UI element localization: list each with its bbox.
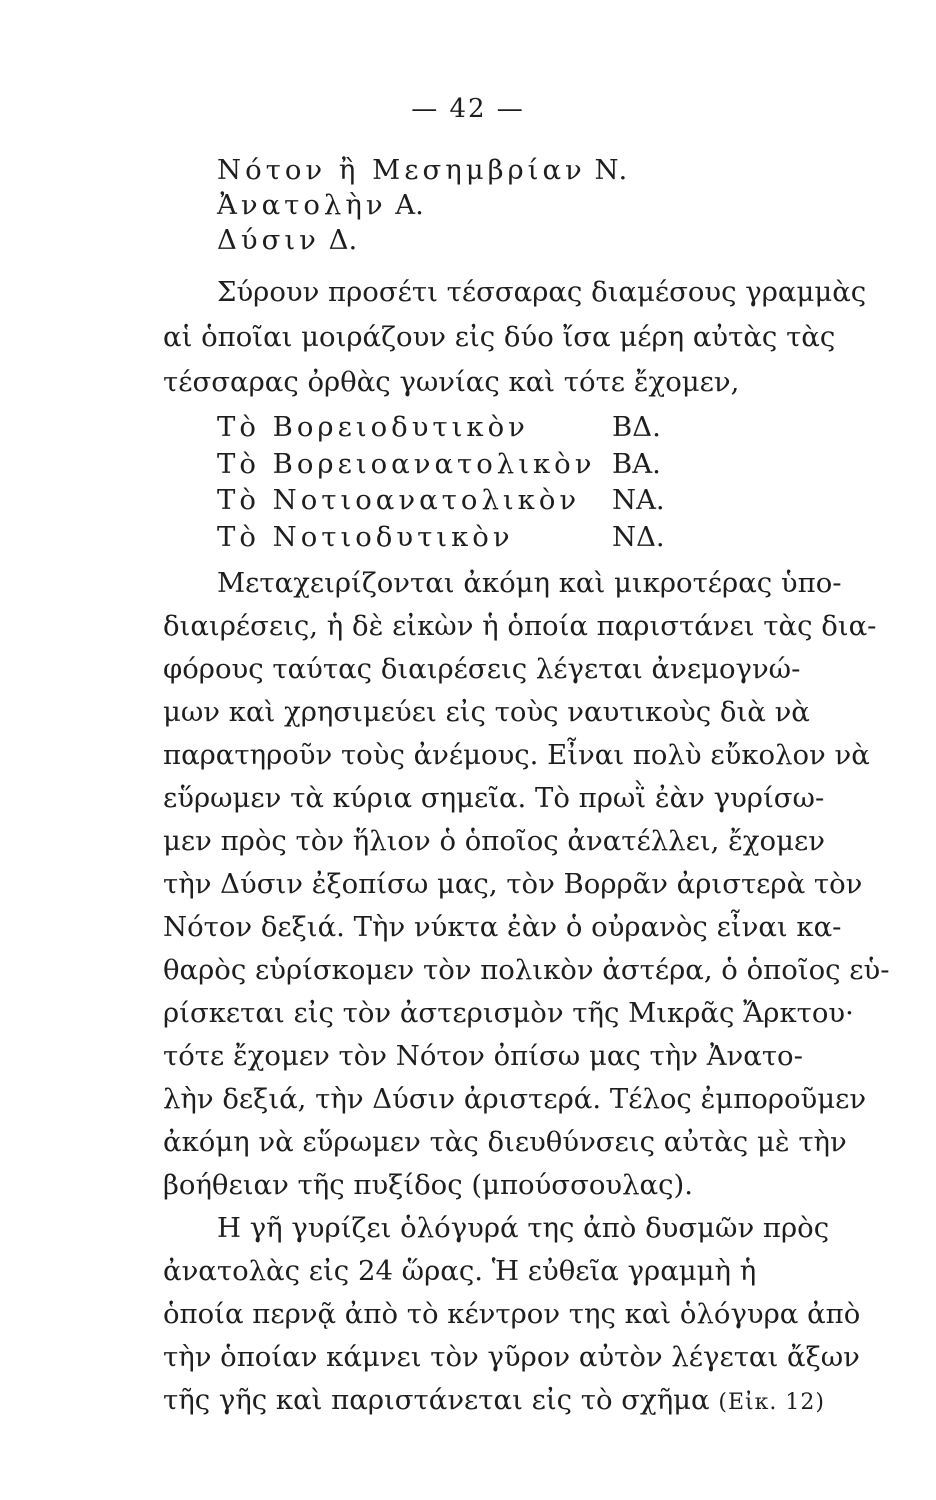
paragraph-line: μεν πρὸς τὸν ἥλιον ὁ ὁποῖος ἀνατέλλει, ἔχομεν bbox=[163, 825, 825, 857]
direction-northeast-abbr: ΒΑ. bbox=[612, 448, 661, 480]
paragraph-line: ἀνατολὰς εἰς 24 ὥρας. Ἡ εὐθεῖα γραμμὴ ἡ bbox=[163, 1255, 757, 1287]
paragraph-line: βοήθειαν τῆς πυξίδος (μπούσσουλας). bbox=[163, 1169, 693, 1201]
paragraph-line: λὴν δεξιά, τὴν Δύσιν ἀριστερά. Τέλος ἐμποροῦμεν bbox=[163, 1083, 867, 1115]
paragraph-line: Η γῆ γυρίζει ὁλόγυρά της ἀπὸ δυσμῶν πρὸς bbox=[217, 1212, 830, 1244]
paragraph-line: αἱ ὁποῖαι μοιράζουν εἰς δύο ἴσα μέρη αὐτὰς τὰς bbox=[163, 321, 836, 353]
direction-northwest-abbr: ΒΔ. bbox=[612, 411, 661, 443]
paragraph-line: τέσσαρας ὀρθὰς γωνίας καὶ τότε ἔχομεν, bbox=[163, 366, 740, 398]
paragraph-line: φόρους ταύτας διαιρέσεις λέγεται ἀνεμογνώ- bbox=[163, 653, 801, 685]
direction-east: Ἀνατολὴν Α. bbox=[217, 189, 424, 221]
direction-northeast: Τὸ Βορειοανατολικὸν bbox=[217, 448, 596, 480]
paragraph-line: μων καὶ χρησιμεύει εἰς τοὺς ναυτικοὺς διὰ νὰ bbox=[163, 696, 810, 728]
direction-southwest: Τὸ Νοτιοδυτικὸν bbox=[217, 521, 514, 553]
direction-southeast-abbr: ΝΑ. bbox=[612, 484, 665, 516]
paragraph-line: διαιρέσεις, ἡ δὲ εἰκὼν ἡ ὁποία παριστάνει τὰς δια- bbox=[163, 610, 877, 642]
paragraph-line: ρίσκεται εἰς τὸν ἀστερισμὸν τῆς Μικρᾶς Ἄρκτου· bbox=[163, 997, 854, 1029]
direction-west: Δύσιν Δ. bbox=[217, 224, 358, 256]
direction-southwest-abbr: ΝΔ. bbox=[612, 521, 665, 553]
paragraph-line: τότε ἔχομεν τὸν Νότον ὀπίσω μας τὴν Ἀνατο- bbox=[163, 1040, 803, 1072]
paragraph-line: ὁποία περνᾷ ἀπὸ τὸ κέντρον της καὶ ὁλόγυρα ἀπὸ bbox=[163, 1298, 861, 1330]
paragraph-line: ἀκόμη νὰ εὕρωμεν τὰς διευθύνσεις αὐτὰς μὲ τὴν bbox=[163, 1126, 847, 1158]
paragraph-line: παρατηροῦν τοὺς ἀνέμους. Εἶναι πολὺ εὔκολον νὰ bbox=[163, 739, 870, 771]
paragraph-line: Νότον δεξιά. Τὴν νύκτα ἐὰν ὁ οὐρανὸς εἶναι κα- bbox=[163, 911, 842, 943]
paragraph-line: τὴν Δύσιν ἐξοπίσω μας, τὸν Βορρᾶν ἀριστερὰ τὸν bbox=[163, 868, 863, 900]
paragraph-line: Σύρουν προσέτι τέσσαρας διαμέσους γραμμὰς bbox=[217, 276, 867, 308]
figure-reference: (Εἰκ. 12) bbox=[718, 1390, 825, 1415]
paragraph-line-last: τῆς γῆς καὶ παριστάνεται εἰς τὸ σχῆμα (Εἰκ. 12) bbox=[163, 1384, 825, 1416]
direction-northwest: Τὸ Βορειοδυτικὸν bbox=[217, 411, 529, 443]
direction-southeast: Τὸ Νοτιοανατολικὸν bbox=[217, 484, 581, 516]
page-number: — 42 — bbox=[411, 94, 525, 124]
direction-south: Νότον ἢ Μεσημβρίαν Ν. bbox=[217, 154, 628, 186]
paragraph-line: εὕρωμεν τὰ κύρια σημεῖα. Τὸ πρωῒ ἐὰν γυρίσω- bbox=[163, 782, 825, 814]
paragraph-line: Μεταχειρίζονται ἀκόμη καὶ μικροτέρας ὑπο- bbox=[217, 567, 842, 599]
paragraph-line: θαρὸς εὑρίσκομεν τὸν πολικὸν ἀστέρα, ὁ ὁποῖος εὑ- bbox=[163, 954, 890, 986]
paragraph-line: τὴν ὁποίαν κάμνει τὸν γῦρον αὐτὸν λέγεται ἄξων bbox=[163, 1341, 860, 1373]
